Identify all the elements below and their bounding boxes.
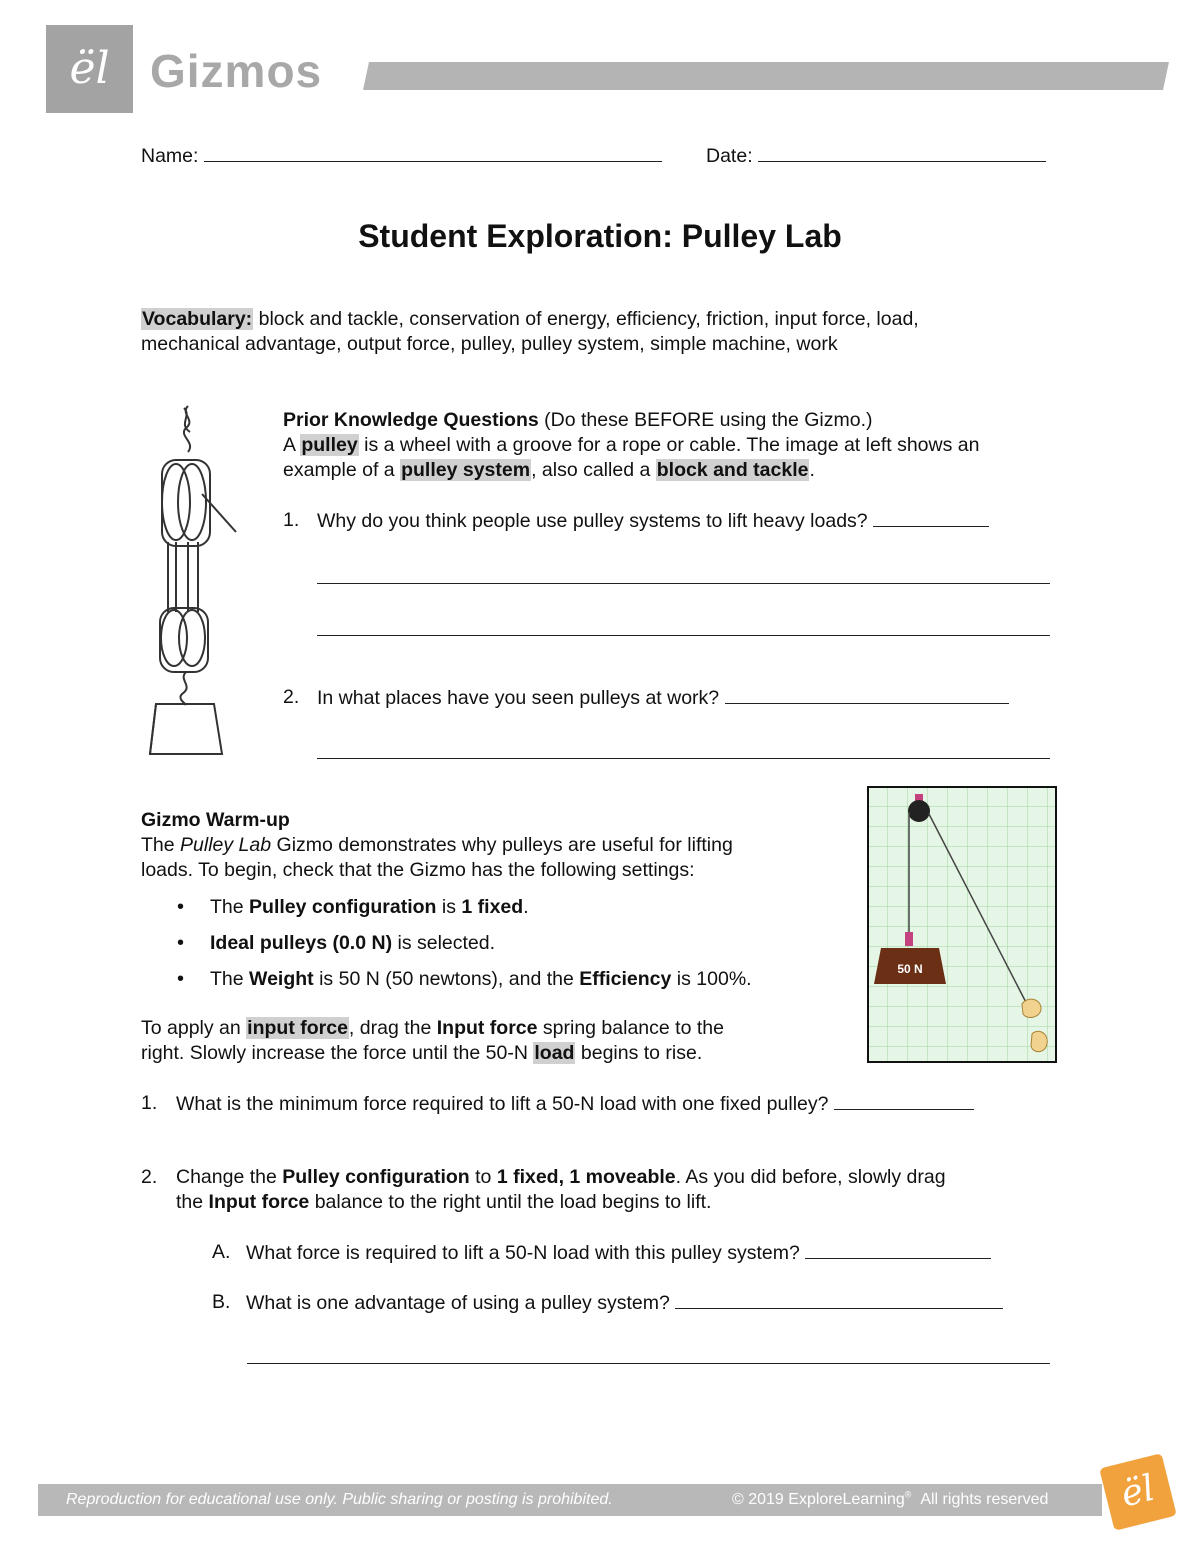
intro-text: Gizmo demonstrates why pulleys are useful for lifting bbox=[276, 834, 733, 856]
prior-knowledge-heading bbox=[283, 408, 873, 433]
question-text bbox=[317, 685, 1009, 711]
prior-paragraph-line-1 bbox=[283, 433, 979, 458]
vocabulary-line-1 bbox=[141, 307, 919, 332]
setting-text: . bbox=[523, 896, 529, 918]
question-number: 1. bbox=[283, 509, 300, 531]
intro-text: The bbox=[141, 834, 175, 856]
warmup-question-2a bbox=[212, 1240, 800, 1265]
warmup-question-1 bbox=[141, 1091, 829, 1116]
question-letter: A. bbox=[212, 1241, 231, 1263]
setting-bold: Ideal pulleys (0.0 N) bbox=[210, 932, 393, 954]
q2-text: Change the bbox=[176, 1166, 277, 1188]
term-pulley-system: pulley system bbox=[401, 459, 531, 481]
question-text bbox=[176, 1165, 946, 1190]
prior-paragraph-line-2 bbox=[283, 458, 815, 483]
question-text-a: What force is required to lift a 50-N load with this pulley system? bbox=[246, 1242, 800, 1264]
diagram-weight-label: 50 N bbox=[897, 962, 923, 976]
warmup-question-2-line-2 bbox=[176, 1190, 711, 1215]
setting-item bbox=[141, 895, 752, 920]
setting-text: is 50 N (50 newtons), and the bbox=[319, 968, 574, 990]
setting-text: is 100%. bbox=[676, 968, 752, 990]
prior-text: , also called a bbox=[531, 459, 651, 481]
pulley-gizmo-diagram bbox=[867, 786, 1057, 1063]
block-and-tackle-illustration bbox=[140, 402, 245, 757]
answer-blank[interactable] bbox=[805, 1240, 991, 1259]
setting-bold: 1 fixed bbox=[461, 896, 524, 918]
logo-glyph: ël bbox=[69, 43, 110, 94]
apply-text: To apply an bbox=[141, 1017, 241, 1039]
header-bar bbox=[363, 62, 1169, 90]
question-text bbox=[317, 508, 989, 534]
question-number: 1. bbox=[141, 1092, 158, 1114]
answer-blank[interactable] bbox=[873, 508, 989, 527]
footer-copyright bbox=[732, 1484, 1048, 1516]
warmup-question-2 bbox=[141, 1165, 946, 1190]
vocabulary-terms-2: mechanical advantage, output force, pulley, pulley system, simple machine, work bbox=[141, 333, 838, 355]
registered-mark: ® bbox=[904, 1489, 912, 1500]
rights-text: All rights reserved bbox=[920, 1491, 1049, 1508]
date-blank[interactable] bbox=[758, 143, 1046, 162]
question-text bbox=[246, 1240, 991, 1266]
date-label: Date: bbox=[706, 145, 753, 167]
vocabulary-label: Vocabulary: bbox=[142, 308, 253, 330]
q2-text: the bbox=[176, 1191, 204, 1213]
prior-text: . bbox=[809, 459, 815, 481]
name-field[interactable] bbox=[141, 143, 662, 169]
setting-bold: Efficiency bbox=[579, 968, 672, 990]
q2-bold: Input force bbox=[208, 1191, 310, 1213]
setting-text: is bbox=[441, 896, 456, 918]
answer-blank[interactable] bbox=[675, 1290, 1003, 1309]
setting-item bbox=[141, 967, 752, 992]
warmup-intro-1 bbox=[141, 833, 733, 858]
q2-text: to bbox=[475, 1166, 492, 1188]
q2-bold: 1 fixed, 1 moveable bbox=[496, 1166, 676, 1188]
answer-line[interactable] bbox=[317, 565, 1050, 584]
q2-bold: Pulley configuration bbox=[282, 1166, 470, 1188]
explorelearning-badge-icon bbox=[1099, 1453, 1177, 1531]
name-blank[interactable] bbox=[204, 143, 662, 162]
prior-heading-text: Prior Knowledge Questions bbox=[283, 409, 539, 431]
question-text bbox=[246, 1290, 1003, 1316]
question-text-1: What is the minimum force required to lift a 50-N load with one fixed pulley? bbox=[176, 1093, 829, 1115]
gizmo-name: Pulley Lab bbox=[180, 834, 272, 856]
question-text bbox=[176, 1091, 974, 1117]
page-title: Student Exploration: Pulley Lab bbox=[358, 218, 842, 254]
setting-bold: Pulley configuration bbox=[249, 896, 437, 918]
question-text-b: What is one advantage of using a pulley system? bbox=[246, 1292, 670, 1314]
answer-line[interactable] bbox=[317, 740, 1050, 759]
term-pulley: pulley bbox=[301, 434, 358, 456]
term-load: load bbox=[534, 1042, 575, 1064]
setting-text: The bbox=[210, 968, 244, 990]
term-block-and-tackle: block and tackle bbox=[656, 459, 809, 481]
apply-bold: Input force bbox=[436, 1017, 538, 1039]
apply-text: spring balance to the bbox=[542, 1017, 724, 1039]
copyright-text: © 2019 ExploreLearning bbox=[732, 1491, 905, 1508]
footer-notice: Reproduction for educational use only. Public sharing or posting is prohibited. bbox=[66, 1491, 613, 1508]
gizmos-logo-text: Gizmos bbox=[150, 45, 323, 97]
settings-list bbox=[141, 895, 752, 1003]
footer-bar bbox=[38, 1484, 1102, 1516]
badge-glyph: ël bbox=[1116, 1467, 1159, 1516]
apply-line-2 bbox=[141, 1041, 702, 1066]
prior-text: A bbox=[283, 434, 295, 456]
prior-text: example of a bbox=[283, 459, 395, 481]
date-field[interactable] bbox=[706, 143, 1046, 169]
question-number: 2. bbox=[283, 686, 300, 708]
name-label: Name: bbox=[141, 145, 199, 167]
setting-bold: Weight bbox=[249, 968, 314, 990]
q2-text: balance to the right until the load begins to lift. bbox=[314, 1191, 712, 1213]
question-number: 2. bbox=[141, 1166, 158, 1188]
answer-blank[interactable] bbox=[834, 1091, 974, 1110]
gizmos-logo-box bbox=[46, 25, 133, 113]
apply-text: right. Slowly increase the force until the 50-N bbox=[141, 1042, 528, 1064]
prior-question-1 bbox=[283, 508, 868, 533]
setting-text: is selected. bbox=[397, 932, 496, 954]
setting-text: The bbox=[210, 896, 244, 918]
answer-blank[interactable] bbox=[725, 685, 1009, 704]
prior-heading-note: (Do these BEFORE using the Gizmo.) bbox=[544, 409, 873, 431]
q2-text: . As you did before, slowly drag bbox=[675, 1166, 946, 1188]
prior-question-2 bbox=[283, 685, 720, 710]
apply-text: begins to rise. bbox=[580, 1042, 703, 1064]
warmup-intro-2: loads. To begin, check that the Gizmo has the following settings: bbox=[141, 859, 695, 881]
apply-line-1 bbox=[141, 1016, 724, 1041]
apply-text: , drag the bbox=[348, 1017, 432, 1039]
warmup-question-2b bbox=[212, 1290, 670, 1315]
warmup-heading: Gizmo Warm-up bbox=[141, 809, 290, 831]
question-text-2: In what places have you seen pulleys at work? bbox=[317, 687, 720, 709]
term-input-force: input force bbox=[247, 1017, 348, 1039]
vocabulary-terms-1: block and tackle, conservation of energy, efficiency, friction, input force, load, bbox=[258, 308, 919, 330]
answer-line[interactable] bbox=[247, 1345, 1050, 1364]
question-text-1: Why do you think people use pulley systems to lift heavy loads? bbox=[317, 510, 868, 532]
answer-line[interactable] bbox=[317, 617, 1050, 636]
question-letter: B. bbox=[212, 1291, 231, 1313]
setting-item bbox=[141, 931, 752, 956]
prior-text: is a wheel with a groove for a rope or cable. The image at left shows an bbox=[364, 434, 980, 456]
